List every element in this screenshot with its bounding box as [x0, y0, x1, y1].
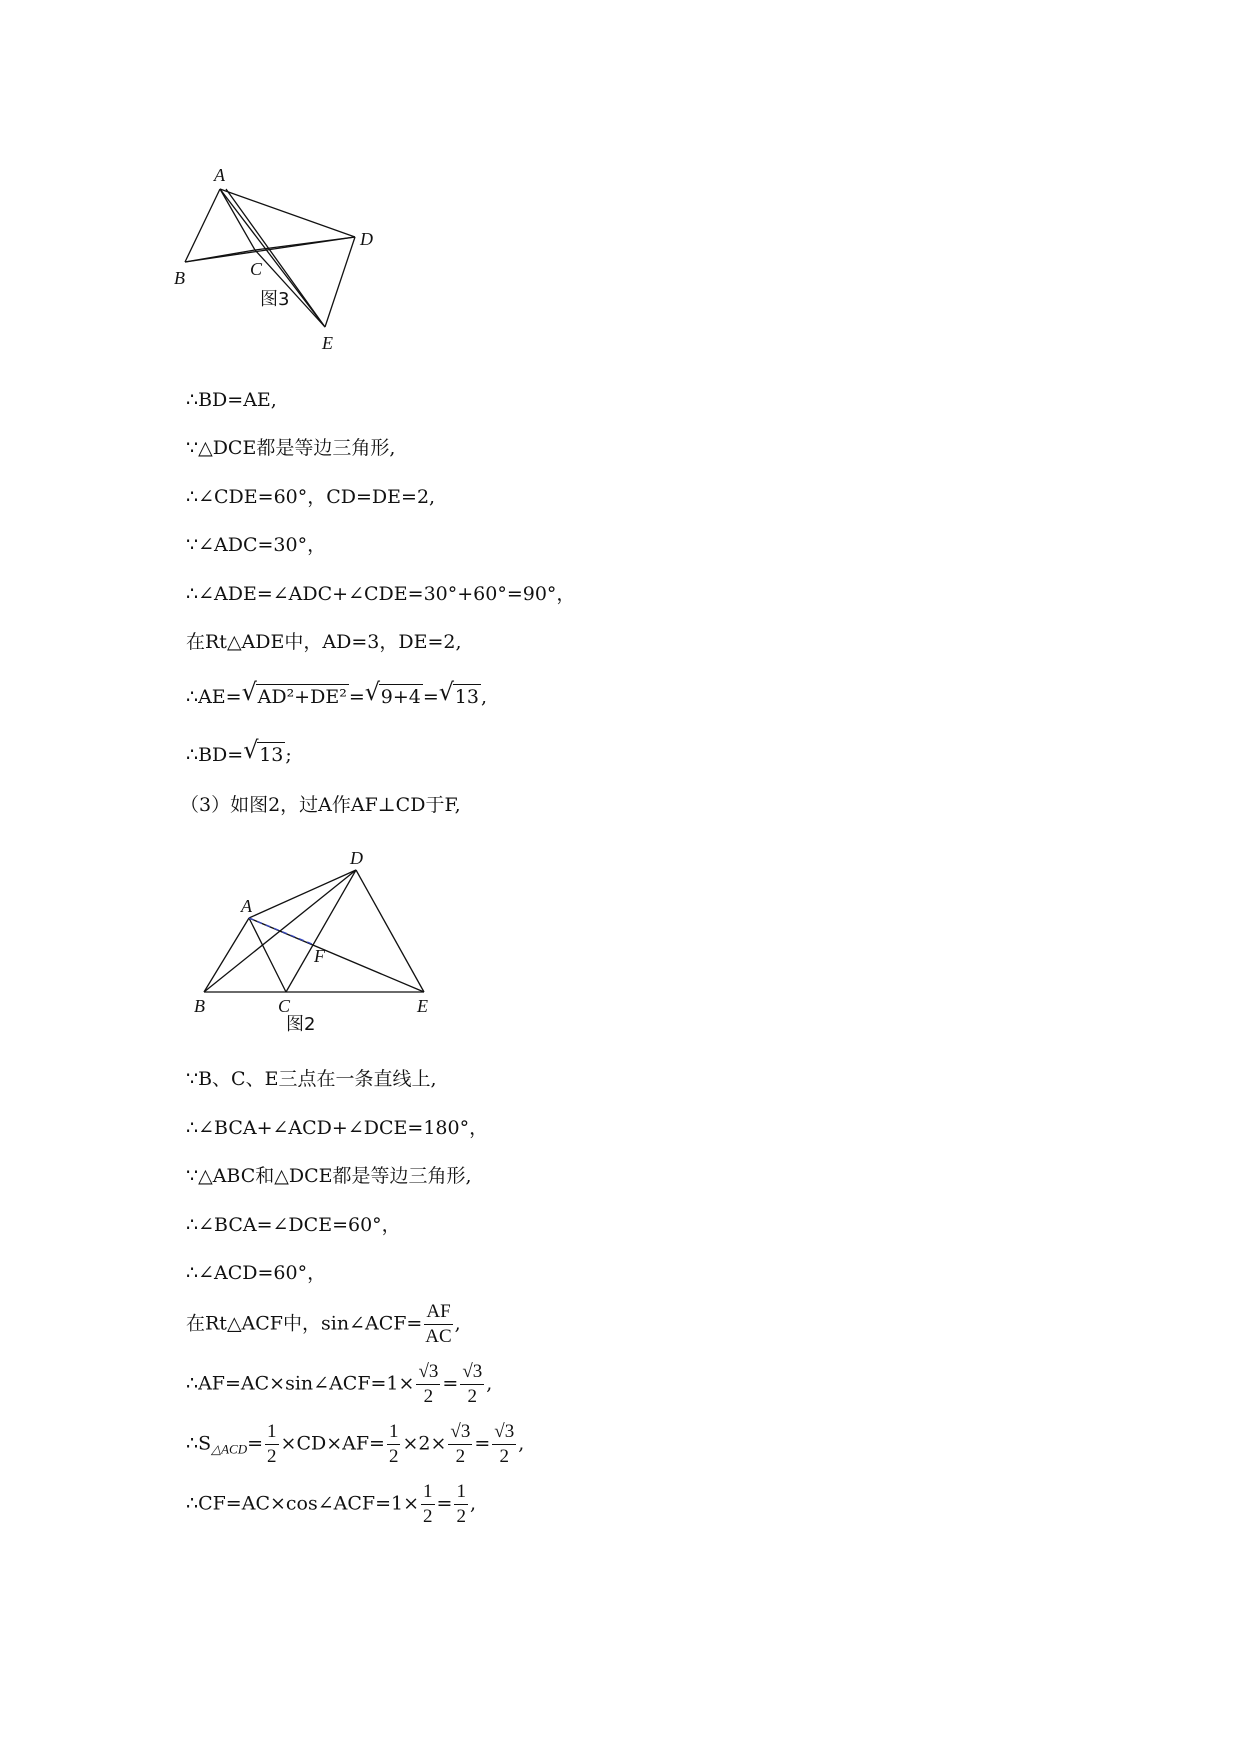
label-b: B [174, 268, 185, 288]
step-3: ∴∠CDE=60°，CD=DE=2, [186, 486, 436, 508]
label-c: C [250, 259, 263, 279]
step-4: ∵∠ADC=30°， [186, 534, 327, 556]
step-8: ∴BD=√ 13 ; [186, 742, 292, 767]
step-18: ∴CF=AC×cos∠ACF=1× $\frac{1}{2}$ = $\frac{1}{2}$ , [186, 1481, 476, 1527]
figure-2-caption: 图2 [286, 1014, 316, 1035]
label-d: D [350, 848, 363, 868]
step-2: ∵△DCE都是等边三角形, [186, 437, 396, 459]
step-15: 在Rt△ACF中，sin∠ACF= $\frac{AF}{AC}$ , [186, 1301, 461, 1347]
figure-3-diagram [170, 155, 400, 365]
step-14: ∴∠ACD=60°， [186, 1262, 327, 1284]
step-7: ∴AE=√ AD²+DE² =√ 9+4 =√ 13 , [186, 684, 487, 709]
label-f: F [314, 946, 325, 966]
step-16: ∴AF=AC×sin∠ACF=1× $\frac{√3}{2}$ = $\frac{√3}{2}$ , [186, 1361, 493, 1407]
figure-3-caption: 图3 [260, 289, 290, 310]
step-13: ∴∠BCA=∠DCE=60°， [186, 1214, 401, 1236]
step-10: ∵B、C、E三点在一条直线上, [186, 1068, 437, 1090]
label-d: D [360, 229, 373, 249]
step-17: $\therefore S_{\triangle ACD}=$ $\frac{1}{2}$ ×CD×AF= $\frac{1}{2}$ ×2× $\frac{√3}{2}$ = $\frac{√3}{2}$ , [186, 1421, 525, 1467]
step-12: ∵△ABC和△DCE都是等边三角形, [186, 1165, 472, 1187]
label-a: A [214, 165, 225, 185]
step-1: ∴BD=AE, [186, 389, 277, 411]
figure-3 [170, 155, 400, 365]
step-9: （3）如图2，过A作AF⊥CD于F, [180, 794, 461, 816]
label-e: E [417, 996, 428, 1016]
step-11: ∴∠BCA+∠ACD+∠DCE=180°， [186, 1117, 489, 1139]
label-e: E [322, 333, 333, 353]
label-b: B [194, 996, 205, 1016]
figure-2 [186, 840, 446, 1040]
label-a: A [241, 896, 252, 916]
label-c: C [278, 996, 291, 1016]
step-5: ∴∠ADE=∠ADC+∠CDE=30°+60°=90°， [186, 583, 576, 605]
step-6: 在Rt△ADE中，AD=3，DE=2, [186, 631, 462, 653]
figure-2-diagram [186, 840, 446, 1040]
